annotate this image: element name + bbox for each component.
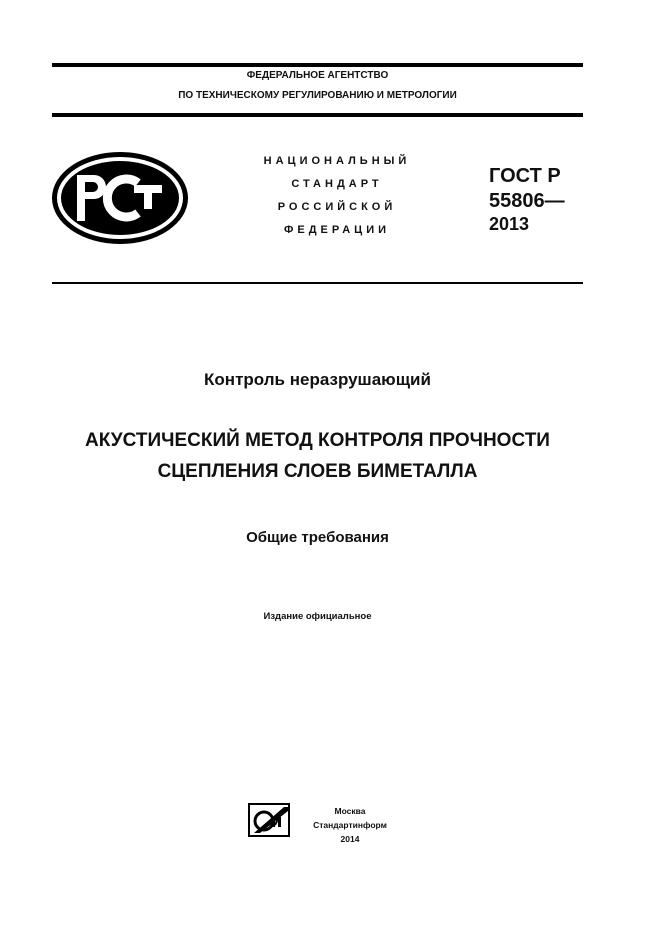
- document-subtitle: Общие требования: [246, 529, 389, 546]
- publisher-city: Москва: [334, 806, 366, 816]
- agency-line-2: ПО ТЕХНИЧЕСКОМУ РЕГУЛИРОВАНИЮ И МЕТРОЛОГИИ: [178, 90, 457, 101]
- standard-code-line-1: ГОСТ Р: [489, 165, 561, 187]
- header-rule: [52, 113, 583, 117]
- standartinform-logo-icon: [248, 803, 290, 837]
- publisher-name: Стандартинформ: [313, 820, 387, 830]
- document-category: Контроль неразрушающий: [204, 370, 431, 389]
- national-line-1: НАЦИОНАЛЬНЫЙ: [263, 155, 411, 167]
- standard-code-line-2: 55806—: [489, 190, 565, 212]
- agency-line-1: ФЕДЕРАЛЬНОЕ АГЕНТСТВО: [246, 70, 389, 81]
- standard-code-line-3: 2013: [489, 214, 530, 234]
- edition-note: Издание официальное: [263, 611, 372, 622]
- document-title-line-2: СЦЕПЛЕНИЯ СЛОЕВ БИМЕТАЛЛА: [157, 461, 478, 482]
- pct-logo-icon: [50, 150, 190, 246]
- national-line-3: РОССИЙСКОЙ: [277, 201, 397, 213]
- publisher-year: 2014: [340, 834, 360, 844]
- top-rule: [52, 63, 583, 67]
- document-title-line-1: АКУСТИЧЕСКИЙ МЕТОД КОНТРОЛЯ ПРОЧНОСТИ: [85, 430, 550, 451]
- national-line-2: СТАНДАРТ: [291, 178, 383, 190]
- national-line-4: ФЕДЕРАЦИИ: [283, 224, 391, 236]
- block-rule: [52, 282, 583, 284]
